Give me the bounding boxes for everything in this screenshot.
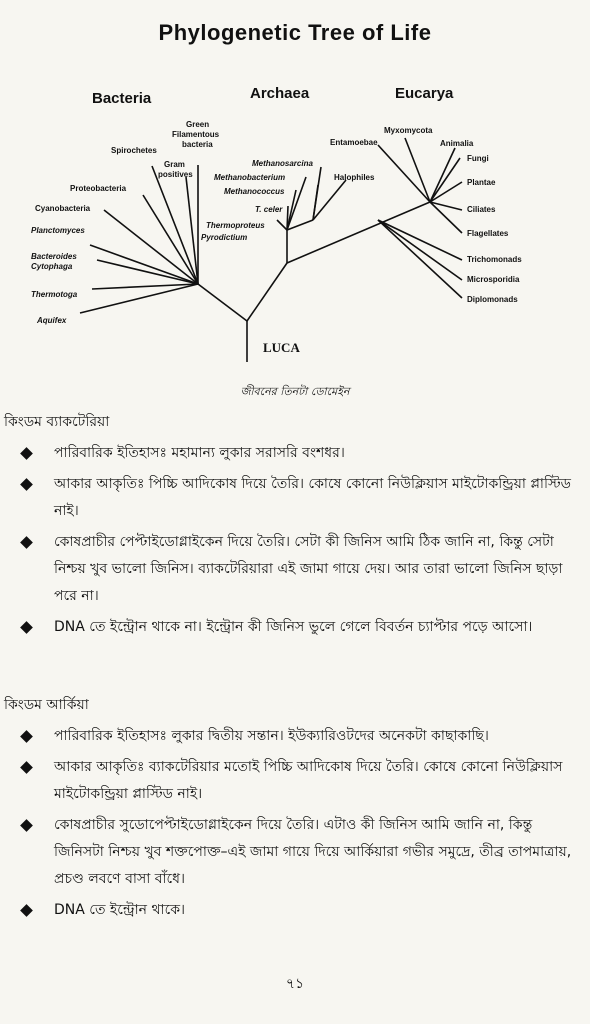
bullet-item xyxy=(0,471,580,525)
label-methanobacterium: Methanobacterium xyxy=(214,173,286,182)
bullet-text: পারিবারিক ইতিহাসঃ লুকার দ্বিতীয় সন্তান। ইউক্যারিওটদের অনেকটা কাছাকাছি। xyxy=(54,728,489,744)
diamond-bullet-icon xyxy=(20,478,33,491)
label-halophiles: Halophiles xyxy=(334,173,375,182)
diamond-bullet-icon xyxy=(20,447,33,460)
label-thermotoga: Thermotoga xyxy=(31,290,78,299)
label-luca: LUCA xyxy=(263,340,300,355)
label-proteobacteria: Proteobacteria xyxy=(70,184,127,193)
label-gram-2: positives xyxy=(158,170,193,179)
label-t-celer: T. celer xyxy=(255,205,283,214)
label-methanosarcina: Methanosarcina xyxy=(252,159,313,168)
diamond-bullet-icon xyxy=(20,730,33,743)
label-green-1: Green xyxy=(186,120,210,129)
bullet-item xyxy=(0,897,580,924)
bullet-text: পারিবারিক ইতিহাসঃ মহামান্য লুকার সরাসরি বংশধর। xyxy=(54,445,345,461)
diamond-bullet-icon xyxy=(20,536,33,549)
bullet-text: কোষপ্রাচীর সুডোপেপ্টাইডোগ্লাইকেন দিয়ে তৈরি। এটাও কী জিনিস আমি জানি না, কিন্তু জিনিসটা নিশ্চয় খুব শক্তপোক্ত–এই জামা গায়ে দিয়ে আর্কিয়ারা গভীর সমুদ্রে, তীব্র তাপমাত্রায়, প্রচণ্ড লবণে বাসা বাঁধে। xyxy=(54,817,572,887)
bullet-text: DNA তে ইন্ট্রোন থাকে না। ইন্ট্রোন কী জিনিস ভুলে গেলে বিবর্তন চ্যাপ্টার পড়ে আসো। xyxy=(54,619,533,635)
bullet-item xyxy=(0,440,580,467)
domain-eucarya: Eucarya xyxy=(395,85,454,102)
tree-branches xyxy=(80,138,462,362)
bullet-list xyxy=(0,440,580,641)
label-fungi: Fungi xyxy=(467,154,489,163)
label-trichomonads: Trichomonads xyxy=(467,255,522,264)
domain-archaea: Archaea xyxy=(250,85,310,102)
section-title: কিংডম আর্কিয়া xyxy=(4,697,89,713)
diamond-bullet-icon xyxy=(20,621,33,634)
section-bacteria xyxy=(0,410,580,645)
label-green-3: bacteria xyxy=(182,140,213,149)
section-archaea xyxy=(0,693,580,928)
bullet-item xyxy=(0,754,580,808)
page-number: ৭১ xyxy=(285,976,305,992)
diamond-bullet-icon xyxy=(20,819,33,832)
label-plantae: Plantae xyxy=(467,178,496,187)
label-thermoproteus: Thermoproteus xyxy=(206,221,265,230)
label-entamoebae: Entamoebae xyxy=(330,138,378,147)
label-aquifex: Aquifex xyxy=(37,316,67,325)
label-flagellates: Flagellates xyxy=(467,229,509,238)
label-microsporidia: Microsporidia xyxy=(467,275,520,284)
label-green-2: Filamentous xyxy=(172,130,220,139)
bullet-item xyxy=(0,812,580,893)
bullet-item xyxy=(0,614,580,641)
phylogenetic-tree-diagram xyxy=(0,70,590,370)
bullet-text: আকার আকৃতিঃ ব্যাকটেরিয়ার মতোই পিচ্চি আদিকোষ দিয়ে তৈরি। কোষে কোনো নিউক্লিয়াস মাইটোকন্ড্রিয়া প্লাস্টিড নাই। xyxy=(54,759,563,802)
figure-caption: জীবনের তিনটা ডোমেইন xyxy=(240,385,350,398)
bullet-item xyxy=(0,529,580,610)
domain-bacteria: Bacteria xyxy=(92,90,152,107)
label-planctomyces: Planctomyces xyxy=(31,226,85,235)
label-pyrodictium: Pyrodictium xyxy=(201,233,248,242)
bullet-text: আকার আকৃতিঃ পিচ্চি আদিকোষ দিয়ে তৈরি। কোষে কোনো নিউক্লিয়াস মাইটোকন্ড্রিয়া প্লাস্টিড নাই। xyxy=(54,476,571,519)
section-title: কিংডম ব্যাকটেরিয়া xyxy=(4,414,110,430)
label-ciliates: Ciliates xyxy=(467,205,496,214)
label-animalia: Animalia xyxy=(440,139,474,148)
label-myxomycota: Myxomycota xyxy=(384,126,433,135)
label-bacteroides: Bacteroides xyxy=(31,252,77,261)
label-methanococcus: Methanococcus xyxy=(224,187,285,196)
bullet-text: DNA তে ইন্ট্রোন থাকে। xyxy=(54,902,186,918)
bullet-item xyxy=(0,723,580,750)
label-spirochetes: Spirochetes xyxy=(111,146,157,155)
label-gram-1: Gram xyxy=(164,160,185,169)
bullet-text: কোষপ্রাচীর পেপ্টাইডোগ্লাইকেন দিয়ে তৈরি। সেটা কী জিনিস আমি ঠিক জানি না, কিন্তু সেটা নিশ্চয় খুব ভালো জিনিস। ব্যাকটেরিয়ারা এই জামা গায়ে দেয়। আর তারা ভালো জিনিস ছাড়া পরে না। xyxy=(54,534,563,604)
label-diplomonads: Diplomonads xyxy=(467,295,518,304)
bullet-list xyxy=(0,723,580,924)
diamond-bullet-icon xyxy=(20,761,33,774)
label-cytophaga: Cytophaga xyxy=(31,262,73,271)
page-title: Phylogenetic Tree of Life xyxy=(158,20,432,45)
label-cyanobacteria: Cyanobacteria xyxy=(35,204,91,213)
diamond-bullet-icon xyxy=(20,904,33,917)
